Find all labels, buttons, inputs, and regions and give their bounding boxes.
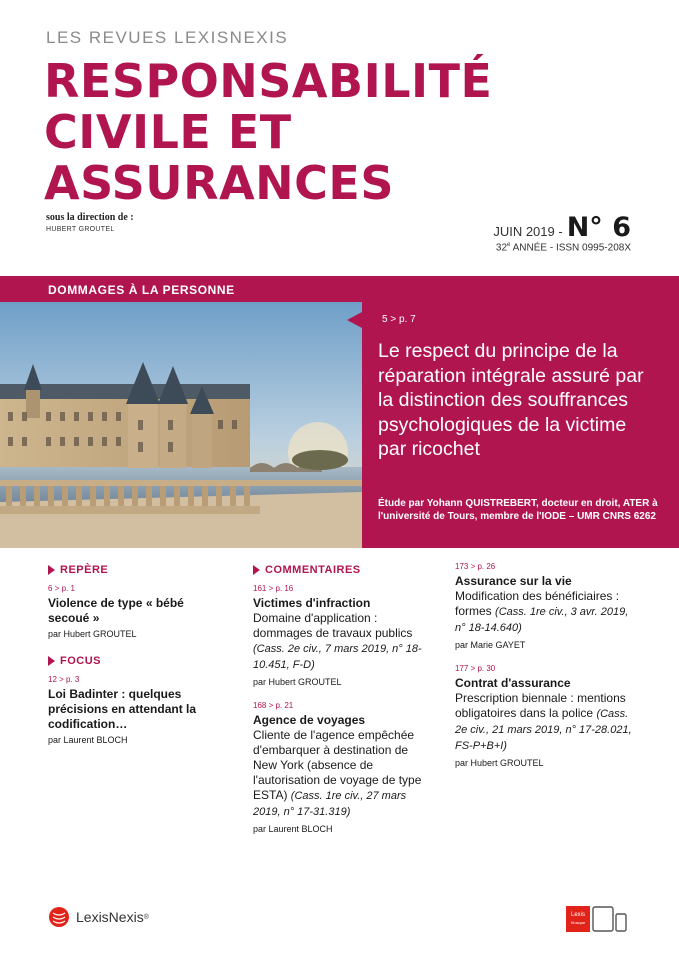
- article-ref: 168 > p. 21: [253, 701, 294, 710]
- tablet-icon: [592, 906, 628, 932]
- phone-icon: [616, 914, 626, 931]
- conciergerie-illustration: [0, 302, 362, 548]
- feature-ref: 5 > p. 7: [382, 314, 416, 325]
- series-name: LES REVUES LEXISNEXIS: [46, 28, 289, 47]
- kiosque-label: Lexis: [570, 912, 585, 918]
- lexisnexis-logo-icon: [48, 906, 70, 928]
- article-item[interactable]: [253, 584, 433, 687]
- cover-photo: [0, 302, 362, 548]
- issue-number: N° 6: [566, 212, 631, 243]
- journal-title-line-1: RESPONSABILITÉ: [44, 54, 493, 108]
- article-ref: 6 > p. 1: [48, 584, 75, 593]
- issue-info: [493, 212, 631, 243]
- article-ref: 161 > p. 16: [253, 584, 294, 593]
- article-item[interactable]: [48, 675, 228, 745]
- article-author: par Marie GAYET: [455, 640, 526, 650]
- article-title[interactable]: Loi Badinter : quelques précisions en attendant la codification…: [48, 687, 197, 731]
- column-left: [48, 564, 228, 745]
- section-focus: [48, 655, 228, 667]
- article-body: [455, 691, 635, 754]
- issue-date: JUIN 2019 -: [493, 224, 563, 239]
- direction-label: sous la direction de :: [46, 212, 134, 223]
- kiosque-icon: [566, 906, 590, 932]
- article-summary: Domaine d'application : dommages de travaux publics: [253, 611, 413, 640]
- section-focus-label: FOCUS: [60, 655, 101, 667]
- article-title[interactable]: Contrat d'assurance: [455, 676, 571, 690]
- section-commentaires: [253, 564, 433, 576]
- article-citation: (Cass. 2e civ., 21 mars 2019, n° 17-28.021, FS-P+B+I): [455, 708, 632, 752]
- article-summary: Modification des bénéficiaires : formes: [455, 589, 620, 618]
- article-ref: 177 > p. 30: [455, 664, 496, 673]
- article-citation: (Cass. 1re civ., 3 avr. 2019, n° 18-14.640): [455, 606, 629, 634]
- article-body: [455, 589, 635, 636]
- article-citation: (Cass. 1re civ., 27 mars 2019, n° 17-31.319): [253, 790, 407, 818]
- journal-title-line-3: ASSURANCES: [44, 156, 394, 210]
- triangle-bullet-icon: [48, 565, 55, 575]
- article-citation: (Cass. 2e civ., 7 mars 2019, n° 18-10.451, F-D): [253, 643, 422, 671]
- journal-title-line-2: CIVILE ET: [44, 105, 292, 159]
- article-item[interactable]: [253, 701, 433, 834]
- section-commentaires-label: COMMENTAIRES: [265, 564, 361, 576]
- article-author: par Laurent BLOCH: [253, 824, 333, 834]
- feature-title[interactable]: Le respect du principe de la réparation intégrale assuré par la distinction des souffrances psychologiques de la victime par ricochet: [378, 340, 644, 460]
- article-item[interactable]: [455, 562, 635, 650]
- article-author: par Hubert GROUTEL: [455, 758, 544, 768]
- director-name: HUBERT GROUTEL: [46, 226, 115, 233]
- feature-pointer: [347, 312, 362, 328]
- article-summary: Cliente de l'agence empêchée d'embarquer à destination de New York (absence de l'autorisation de voyage de type ESTA): [253, 728, 422, 802]
- feature-byline: Étude par Yohann QUISTREBERT, docteur en droit, ATER à l'université de Tours, membre de l'IODE – UMR CNRS 6262: [378, 498, 658, 522]
- article-ref: 173 > p. 26: [455, 562, 496, 571]
- lexisnexis-logo[interactable]: [48, 906, 149, 928]
- article-title[interactable]: Violence de type « bébé secoué »: [48, 596, 184, 625]
- triangle-bullet-icon: [48, 656, 55, 666]
- article-summary: Prescription biennale : mentions obligatoires dans la police: [455, 691, 626, 720]
- triangle-bullet-icon: [253, 565, 260, 575]
- article-body: [253, 728, 433, 820]
- rubric-bar: DOMMAGES À LA PERSONNE: [0, 276, 362, 302]
- section-repere: [48, 564, 228, 576]
- section-repere-label: REPÈRE: [60, 564, 109, 576]
- journal-title: [44, 56, 514, 209]
- article-ref: 12 > p. 3: [48, 675, 80, 684]
- column-middle: [253, 564, 433, 834]
- digital-access[interactable]: [566, 906, 628, 932]
- article-title[interactable]: Assurance sur la vie: [455, 574, 572, 588]
- column-right: [455, 562, 635, 768]
- year-issn: ANNÉE - ISSN 0995-208X: [510, 242, 631, 254]
- logo-registered: ®: [143, 913, 149, 921]
- article-author: par Hubert GROUTEL: [253, 677, 342, 687]
- article-title[interactable]: Agence de voyages: [253, 713, 366, 727]
- article-item[interactable]: [48, 584, 228, 639]
- article-body: [253, 611, 433, 673]
- year-sup: e: [507, 242, 511, 248]
- article-item[interactable]: [455, 664, 635, 768]
- year-number: 32: [495, 242, 508, 254]
- issue-year: [496, 242, 631, 253]
- logo-wordmark: LexisNexis: [76, 909, 144, 925]
- article-author: par Hubert GROUTEL: [48, 629, 137, 639]
- kiosque-sub: Kiosque: [570, 920, 586, 925]
- article-title[interactable]: Victimes d'infraction: [253, 596, 371, 610]
- article-author: par Laurent BLOCH: [48, 735, 128, 745]
